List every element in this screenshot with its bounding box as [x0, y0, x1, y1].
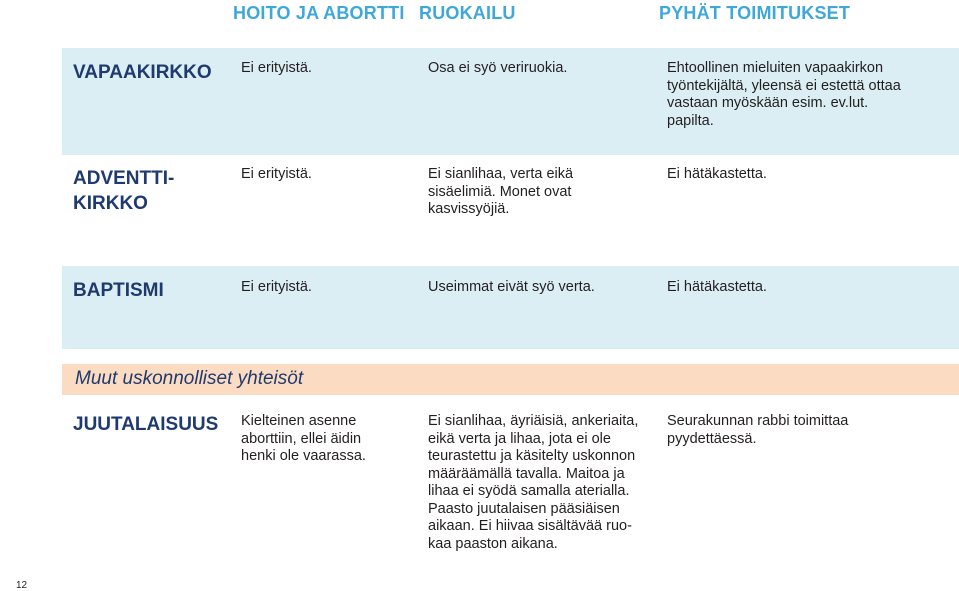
vapaakirkko-hoito: Ei erityistä.	[241, 60, 312, 76]
header-pyhat-toimitukset: PYHÄT TOIMITUKSET	[659, 3, 851, 23]
adventtikirkko-hoito: Ei erityistä.	[241, 166, 312, 182]
baptismi-ruokailu: Useimmat eivät syö verta.	[428, 279, 595, 295]
header-hoito-ja-abortti: HOITO JA ABORTTI	[233, 3, 405, 23]
vapaakirkko-ruokailu: Osa ei syö veriruokia.	[428, 60, 568, 76]
row-title-adventtikirkko	[73, 166, 174, 216]
vapaakirkko-pyhat: Ehtoollinen mieluiten vapaakirkon työntekijältä, yleensä ei estettä ottaa vastaan myöskään esim. ev.lut. papilta.	[667, 60, 901, 129]
header-ruokailu: RUOKAILU	[419, 3, 516, 23]
row-title-baptismi: BAPTISMI	[73, 280, 164, 301]
row-title-line1: ADVENTTI-	[73, 168, 175, 189]
baptismi-pyhat: Ei hätäkastetta.	[667, 279, 767, 295]
adventtikirkko-ruokailu: Ei sianlihaa, verta eikä sisäelimiä. Monet ovat kasvissyöjiä.	[428, 166, 574, 217]
row-title-vapaakirkko: VAPAAKIRKKO	[73, 62, 212, 83]
juutalaisuus-pyhat: Seurakunnan rabbi toimittaa pyydettäessä.	[667, 413, 849, 447]
adventtikirkko-pyhat: Ei hätäkastetta.	[667, 166, 767, 182]
juutalaisuus-hoito: Kielteinen asenne aborttiin, ellei äidin henki ole vaarassa.	[241, 413, 366, 464]
section-title: Muut uskonnolliset yhteisöt	[75, 368, 304, 389]
baptismi-hoito: Ei erityistä.	[241, 279, 312, 295]
row-title-juutalaisuus: JUUTALAISUUS	[73, 414, 219, 435]
row-title-line2: KIRKKO	[73, 193, 148, 214]
page-number: 12	[16, 580, 28, 591]
juutalaisuus-ruokailu: Ei sianlihaa, äyriäisiä, ankeriaita, eikä verta ja lihaa, jota ei ole teurastettu ja käsitelty uskonnon määräämällä tavalla. Maitoa ja lihaa ei syödä samalla aterialla. Paasto juutalaisen pääsiäisen aikaan. Ei hiivaa sisältävää ruo-kaa paaston aikana.	[428, 413, 639, 552]
